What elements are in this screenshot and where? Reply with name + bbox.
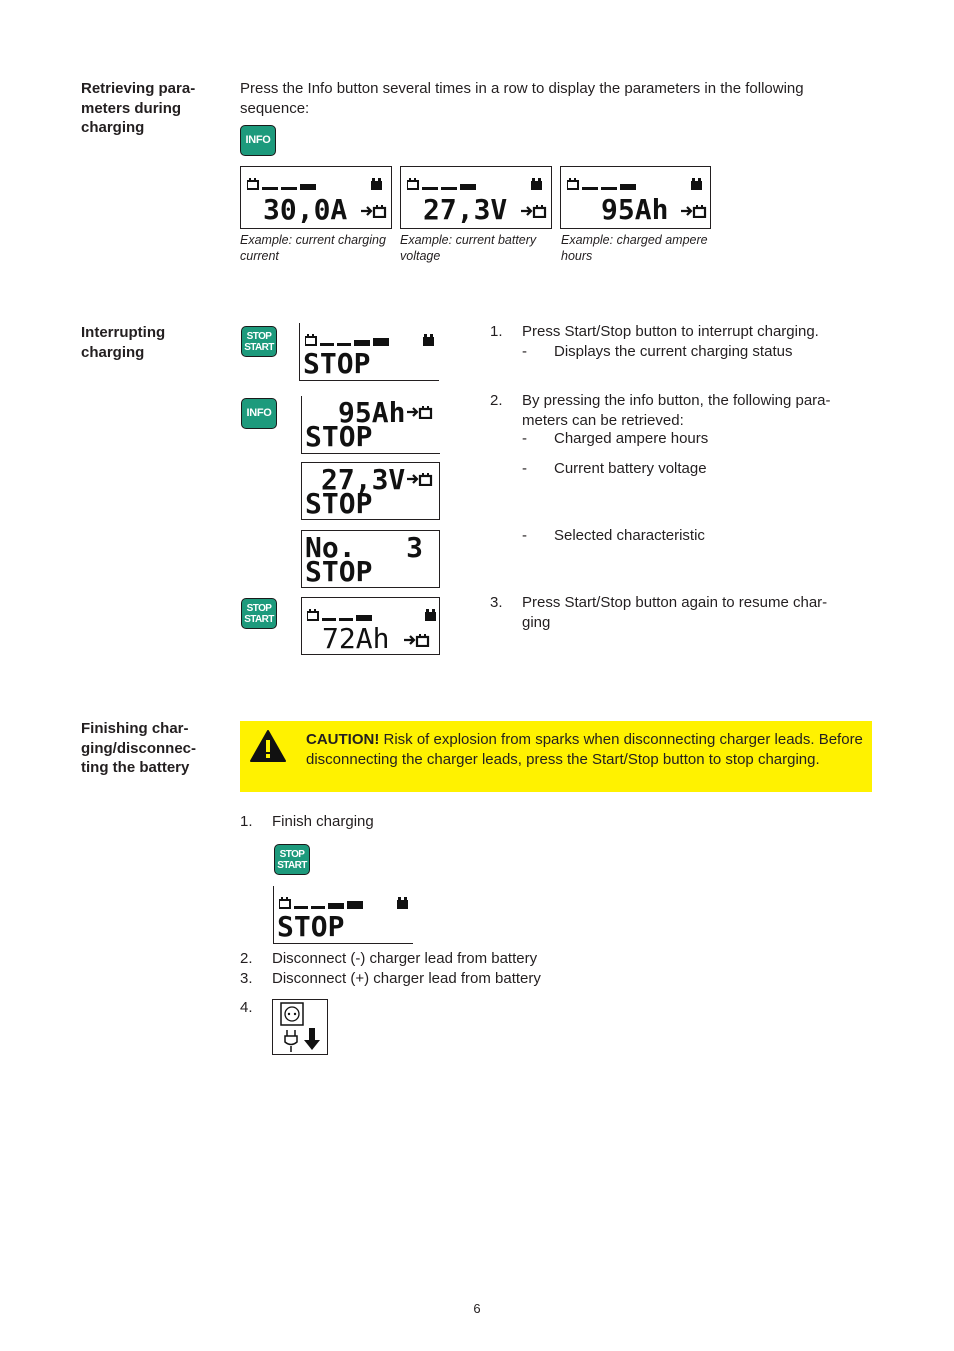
arrow-battery-icon xyxy=(407,472,433,486)
display-caption: Example: current charging current xyxy=(240,233,386,263)
arrow-battery-icon xyxy=(407,405,433,419)
info-button[interactable] xyxy=(240,125,276,156)
substep xyxy=(522,429,872,449)
step-number: 4. xyxy=(240,999,253,1016)
lcd-display-stop-final xyxy=(273,886,413,944)
info-button[interactable] xyxy=(241,398,277,429)
step-number: 3. xyxy=(240,970,253,987)
dash: - xyxy=(522,343,527,360)
arrow-battery-icon xyxy=(404,633,430,647)
lcd-display-ampere-hours xyxy=(560,166,711,229)
section-heading-finishing: Finishing char- ging/disconnec- ting the battery xyxy=(81,720,197,776)
step-text: Press Start/Stop button to interrupt charging. xyxy=(522,323,819,340)
lcd-line2: 72Ah xyxy=(322,622,390,655)
step-text: Finish charging xyxy=(272,813,374,830)
lcd-value: 95Ah xyxy=(601,193,669,226)
step-3 xyxy=(490,593,870,632)
lcd-line1: 95Ah xyxy=(338,396,406,429)
warning-icon xyxy=(249,729,287,763)
dash: - xyxy=(522,460,527,477)
substep-text: Selected characteristic xyxy=(554,527,705,544)
lcd-line2: STOP xyxy=(277,910,345,943)
finish-step-2 xyxy=(240,949,537,969)
substep-text: Charged ampere hours xyxy=(554,430,709,447)
page-number: 6 xyxy=(473,1301,481,1316)
step-1 xyxy=(490,322,870,342)
lcd-line2: STOP xyxy=(305,487,373,520)
substep-text: Current battery voltage xyxy=(554,460,707,477)
finish-step-4 xyxy=(240,998,272,1018)
step-text: Disconnect (-) charger lead from battery xyxy=(272,950,538,967)
lcd-display-resume xyxy=(301,597,440,655)
caution-text xyxy=(306,730,866,769)
step-number: 2. xyxy=(490,392,503,409)
lcd-line2: STOP xyxy=(303,347,371,380)
display-caption: Example: charged ampere hours xyxy=(561,233,708,263)
caution-label: CAUTION! xyxy=(306,731,380,748)
step-number: 1. xyxy=(240,813,253,830)
dash: - xyxy=(522,527,527,544)
start-label: START xyxy=(244,614,274,625)
step-2 xyxy=(490,391,870,430)
section-heading-interrupting: Interrupting charging xyxy=(81,324,166,361)
stop-label: STOP xyxy=(246,603,272,614)
lcd-line1: No. 3 xyxy=(305,531,424,564)
step-text: Disconnect (+) charger lead from battery xyxy=(272,970,541,987)
step-number: 2. xyxy=(240,950,253,967)
start-label: START xyxy=(244,342,274,353)
lcd-display-current xyxy=(240,166,392,229)
caution-message: Risk of explosion from sparks when disconnecting charger leads. Before disconnecting the charger leads, press the Start/Stop button to stop charging. xyxy=(306,731,863,768)
stop-label: STOP xyxy=(279,849,305,860)
charge-bar-icon xyxy=(307,609,440,623)
lcd-display-voltage xyxy=(400,166,552,229)
section-heading-retrieving: Retrieving para- meters during charging xyxy=(81,80,196,136)
charge-bar-icon xyxy=(407,178,547,192)
lcd-line2: STOP xyxy=(305,555,373,588)
stop-label: STOP xyxy=(246,331,272,342)
step-text: By pressing the info button, the following para- meters can be retrieved: xyxy=(522,392,831,429)
step-number: 3. xyxy=(490,594,503,611)
dash: - xyxy=(522,430,527,447)
lcd-display-voltage-stop xyxy=(301,462,440,520)
finish-step-3 xyxy=(240,969,541,989)
start-stop-button[interactable] xyxy=(274,844,310,875)
info-button-label: INFO xyxy=(246,407,272,419)
lcd-display-stop xyxy=(299,323,439,381)
arrow-battery-icon xyxy=(361,204,387,218)
display-caption: Example: current battery voltage xyxy=(400,233,537,263)
step-number: 1. xyxy=(490,323,503,340)
arrow-battery-icon xyxy=(521,204,547,218)
start-label: START xyxy=(277,860,307,871)
info-button-label: INFO xyxy=(245,134,271,146)
arrow-battery-icon xyxy=(681,204,707,218)
lcd-line1: 27,3V xyxy=(321,463,406,496)
substep-text: Displays the current charging status xyxy=(554,343,793,360)
substep xyxy=(522,342,872,362)
charge-bar-icon xyxy=(567,178,707,192)
finish-step-1 xyxy=(240,812,374,832)
unplug-icon xyxy=(272,999,328,1055)
charge-bar-icon xyxy=(247,178,387,192)
start-stop-button[interactable] xyxy=(241,598,277,629)
start-stop-button[interactable] xyxy=(241,326,277,357)
substep xyxy=(522,459,872,479)
retrieving-intro: Press the Info button several times in a row to display the parameters in the following sequence: xyxy=(240,80,804,117)
substep xyxy=(522,526,872,546)
lcd-display-ah-stop xyxy=(301,396,440,454)
step-text: Press Start/Stop button again to resume char- ging xyxy=(522,594,828,631)
caution-box xyxy=(240,721,872,792)
charge-bar-icon xyxy=(279,897,413,911)
charge-bar-icon xyxy=(305,334,439,348)
lcd-line2: STOP xyxy=(305,420,373,453)
lcd-display-characteristic-stop xyxy=(301,530,440,588)
lcd-value: 30,0A xyxy=(263,193,348,226)
lcd-value: 27,3V xyxy=(423,193,508,226)
mains-plug-icon xyxy=(273,1000,327,1054)
